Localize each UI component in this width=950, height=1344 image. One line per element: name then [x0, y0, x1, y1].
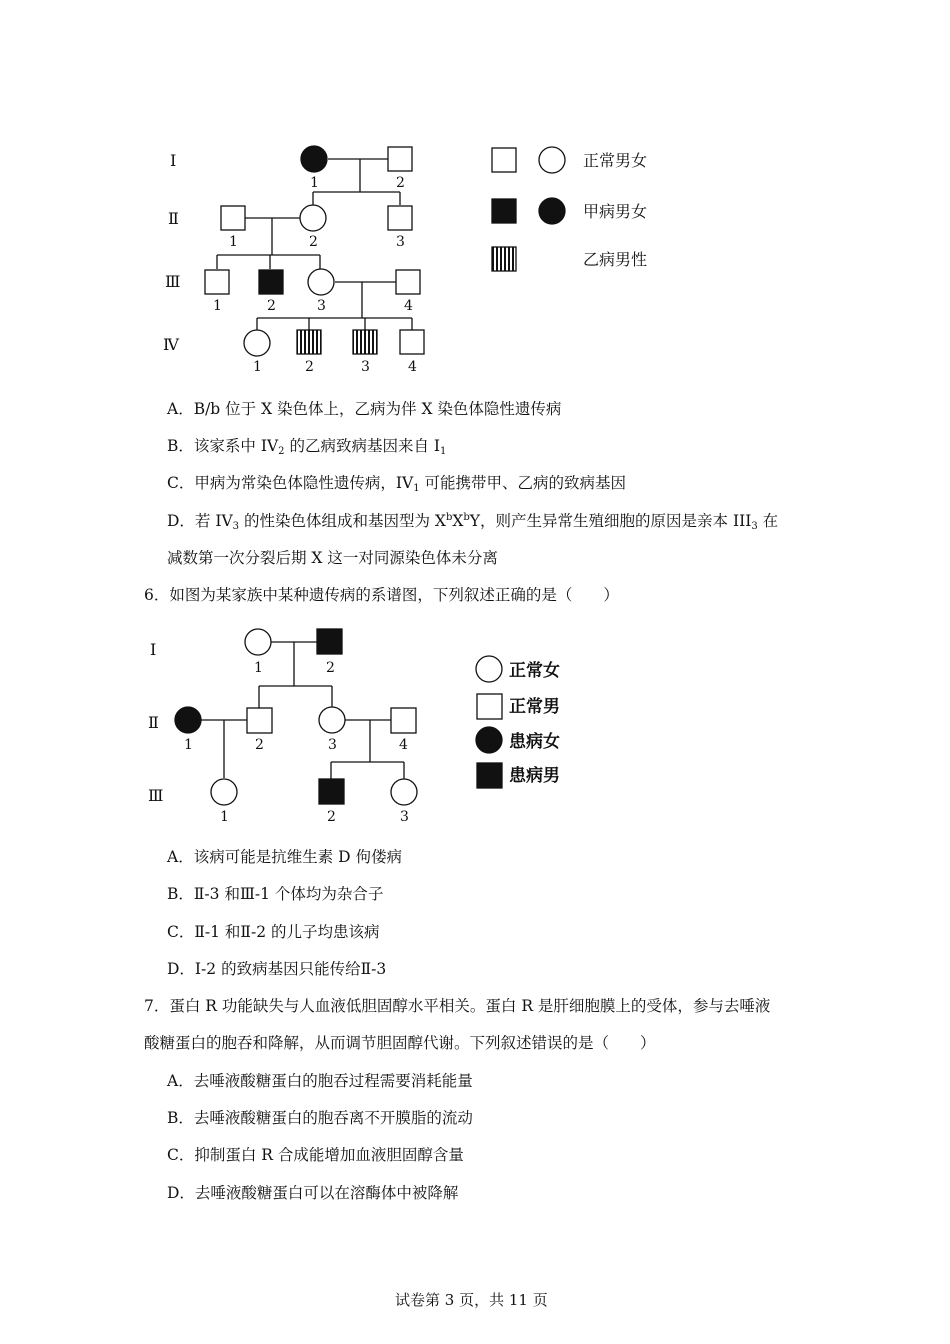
individual-II1-normal-male [221, 206, 245, 230]
individual-number: 2 [267, 298, 276, 314]
individual-number: 1 [220, 809, 229, 825]
generation-label: Ⅲ [148, 786, 164, 805]
q6-option-d: D．Ⅰ-2 的致病基因只能传给Ⅱ-3 [167, 960, 387, 978]
individual-III2-affected-male [319, 779, 344, 804]
individual-IV4-normal-male [400, 330, 424, 354]
individual-II1-affected-female [175, 707, 201, 733]
legend-disease-b-male-symbol [492, 247, 516, 271]
individual-III4-normal-male [396, 270, 420, 294]
q6-stem: 6．如图为某家族中某种遗传病的系谱图，下列叙述正确的是（ ） [144, 586, 619, 604]
individual-number: 3 [317, 298, 326, 314]
legend-label: 患病男 [509, 766, 560, 786]
individual-number: 2 [305, 359, 314, 375]
legend-label: 甲病男女 [583, 202, 648, 221]
individual-IV3-disease-b-male [353, 330, 377, 354]
individual-number: 4 [408, 359, 417, 375]
individual-I2-affected-male [317, 629, 342, 654]
individual-number: 2 [396, 175, 405, 191]
q5-option-d: D．若 $IV_3$ 的性染色体组成和基因型为 $X^bX^bY$，则产生异常生殖细胞的原因是亲本 $III_3$ 在 [167, 512, 779, 532]
pedigree-chart-1 [0, 0, 950, 380]
individual-II3-normal-male [388, 206, 412, 230]
individual-II2-normal-female [300, 205, 326, 231]
legend-label: 正常男女 [583, 151, 648, 170]
q7-stem-line2: 酸糖蛋白的胞吞和降解，从而调节胆固醇代谢。下列叙述错误的是（ ） [144, 1034, 656, 1052]
individual-number: 1 [213, 298, 222, 314]
individual-number: 1 [253, 359, 262, 375]
individual-I2-normal-male [388, 147, 412, 171]
individual-number: 3 [328, 737, 337, 753]
individual-number: 2 [255, 737, 264, 753]
generation-label: Ⅱ [168, 209, 179, 228]
q7-option-c: C．抑制蛋白 R 合成能增加血液胆固醇含量 [167, 1146, 464, 1164]
legend-disease-a-female-symbol [539, 198, 565, 224]
individual-III3-normal-female [391, 779, 417, 805]
individual-II2-normal-male [247, 708, 272, 733]
q7-stem-line1: 7．蛋白 R 功能缺失与人血液低胆固醇水平相关。蛋白 R 是肝细胞膜上的受体，参与去唾液 [144, 997, 771, 1015]
q6-option-a: A．该病可能是抗维生素 D 佝偻病 [167, 848, 402, 866]
individual-I1-normal-female [245, 629, 271, 655]
individual-IV2-disease-b-male [297, 330, 321, 354]
q6-option-b: B．Ⅱ-3 和Ⅲ-1 个体均为杂合子 [167, 885, 384, 903]
individual-number: 1 [184, 737, 193, 753]
q5-option-d-continued: 减数第一次分裂后期 X 这一对同源染色体未分离 [167, 549, 498, 567]
individual-II3-normal-female [319, 707, 345, 733]
individual-III1-normal-male [205, 270, 229, 294]
pedigree-chart-2 [0, 610, 950, 830]
individual-number: 3 [361, 359, 370, 375]
individual-III3-normal-female [308, 269, 334, 295]
legend-normal-male-symbol [477, 694, 502, 719]
legend-affected-female-symbol [476, 727, 502, 753]
individual-II4-normal-male [391, 708, 416, 733]
individual-III2-affected-male [259, 270, 283, 294]
individual-IV1-normal-female [244, 330, 270, 356]
q5-option-a: A．B/b 位于 X 染色体上，乙病为伴 X 染色体隐性遗传病 [167, 400, 562, 418]
individual-number: 1 [254, 660, 263, 676]
q5-option-c: C．甲病为常染色体隐性遗传病，$IV_1$ 可能携带甲、乙病的致病基因 [167, 474, 626, 494]
legend-normal-male-symbol [492, 148, 516, 172]
legend-label: 正常女 [509, 661, 560, 681]
page-footer: 试卷第 3 页，共 11 页 [395, 1291, 548, 1309]
legend-label: 正常男 [509, 697, 560, 717]
generation-label: Ⅳ [163, 335, 179, 354]
individual-number: 2 [309, 234, 318, 250]
q6-option-c: C．Ⅱ-1 和Ⅱ-2 的儿子均患该病 [167, 923, 380, 941]
generation-label: Ⅲ [165, 272, 181, 291]
q7-option-a: A．去唾液酸糖蛋白的胞吞过程需要消耗能量 [167, 1072, 473, 1090]
legend-normal-female-symbol [476, 656, 502, 682]
legend-disease-a-male-symbol [492, 199, 516, 223]
legend-normal-female-symbol [539, 147, 565, 173]
legend-label: 乙病男性 [583, 250, 648, 269]
individual-number: 3 [400, 809, 409, 825]
individual-number: 1 [310, 175, 319, 191]
individual-number: 2 [326, 660, 335, 676]
q7-option-d: D．去唾液酸糖蛋白可以在溶酶体中被降解 [167, 1184, 459, 1202]
individual-number: 3 [396, 234, 405, 250]
individual-number: 1 [229, 234, 238, 250]
q5-option-b: B．该家系中 $IV_2$ 的乙病致病基因来自 $I_1$ [167, 437, 447, 457]
generation-label: Ⅰ [170, 151, 177, 170]
individual-number: 4 [404, 298, 413, 314]
legend-affected-male-symbol [477, 763, 502, 788]
individual-I1-affected-female [301, 146, 327, 172]
individual-III1-normal-female [211, 779, 237, 805]
generation-label: Ⅱ [148, 713, 159, 732]
legend-label: 患病女 [509, 732, 560, 752]
individual-number: 2 [327, 809, 336, 825]
q7-option-b: B．去唾液酸糖蛋白的胞吞离不开膜脂的流动 [167, 1109, 473, 1127]
individual-number: 4 [399, 737, 408, 753]
generation-label: Ⅰ [150, 640, 157, 659]
